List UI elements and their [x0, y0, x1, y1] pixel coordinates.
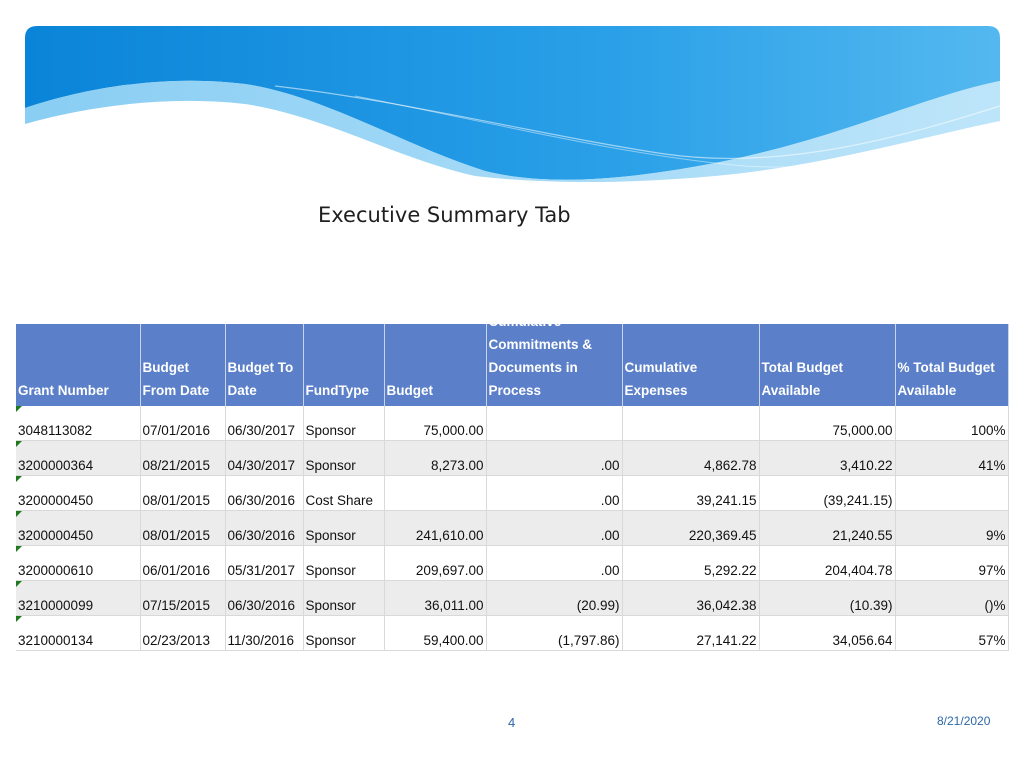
cell-fund-type: Sponsor [303, 511, 384, 546]
error-indicator-icon [16, 511, 22, 517]
cell-cumulative-expenses: 27,141.22 [622, 616, 759, 651]
cell-commitments: .00 [486, 546, 622, 581]
header-commitments-label: Cumulative Commitments & Documents in Process [488, 314, 593, 398]
cell-total-budget-available: 34,056.64 [759, 616, 895, 651]
cell-from-date: 08/01/2015 [140, 511, 225, 546]
cell-commitments: (1,797.86) [486, 616, 622, 651]
header-commitments [486, 314, 622, 406]
cell-grant-number [16, 476, 140, 511]
cell-total-budget-available: (39,241.15) [759, 476, 895, 511]
header-budget-from-date: Budget From Date [140, 324, 225, 406]
slide-title: Executive Summary Tab [318, 203, 571, 227]
cell-total-budget-available: (10.39) [759, 581, 895, 616]
cell-to-date: 06/30/2016 [225, 511, 303, 546]
cell-budget: 241,610.00 [384, 511, 486, 546]
cell-pct-available: 41% [895, 441, 1008, 476]
cell-fund-type: Sponsor [303, 616, 384, 651]
executive-summary-table-container [16, 314, 1008, 648]
cell-budget: 8,273.00 [384, 441, 486, 476]
cell-pct-available: 57% [895, 616, 1008, 651]
cell-grant-number-value: 3210000134 [18, 633, 94, 648]
cell-grant-number-value: 3200000450 [18, 493, 94, 508]
cell-grant-number-value: 3200000610 [18, 563, 94, 578]
header-wave-banner [25, 26, 1000, 186]
header-pct-total-budget-available: % Total Budget Available [895, 324, 1008, 406]
cell-grant-number-value: 3200000364 [18, 458, 94, 473]
cell-budget: 59,400.00 [384, 616, 486, 651]
cell-from-date: 06/01/2016 [140, 546, 225, 581]
cell-budget: 75,000.00 [384, 406, 486, 441]
cell-grant-number-value: 3210000099 [18, 598, 94, 613]
cell-commitments: .00 [486, 511, 622, 546]
cell-grant-number [16, 511, 140, 546]
error-indicator-icon [16, 476, 22, 482]
cell-grant-number [16, 616, 140, 651]
cell-fund-type: Sponsor [303, 406, 384, 441]
cell-grant-number [16, 581, 140, 616]
cell-fund-type: Sponsor [303, 546, 384, 581]
cell-commitments [486, 406, 622, 441]
cell-pct-available: 97% [895, 546, 1008, 581]
cell-commitments: .00 [486, 476, 622, 511]
error-indicator-icon [16, 406, 22, 412]
footer-date: 8/21/2020 [937, 714, 991, 728]
cell-budget: 209,697.00 [384, 546, 486, 581]
cell-cumulative-expenses: 220,369.45 [622, 511, 759, 546]
table-row [16, 546, 1008, 581]
cell-to-date: 04/30/2017 [225, 441, 303, 476]
cell-cumulative-expenses: 39,241.15 [622, 476, 759, 511]
header-fund-type: FundType [303, 324, 384, 406]
cell-pct-available [895, 476, 1008, 511]
cell-from-date: 07/01/2016 [140, 406, 225, 441]
cell-from-date: 08/21/2015 [140, 441, 225, 476]
table-row [16, 441, 1008, 476]
header-grant-number: Grant Number [16, 324, 140, 406]
header-budget: Budget [384, 324, 486, 406]
cell-budget [384, 476, 486, 511]
cell-grant-number [16, 546, 140, 581]
cell-total-budget-available: 204,404.78 [759, 546, 895, 581]
header-budget-to-date: Budget To Date [225, 324, 303, 406]
cell-total-budget-available: 75,000.00 [759, 406, 895, 441]
cell-total-budget-available: 21,240.55 [759, 511, 895, 546]
cell-to-date: 06/30/2017 [225, 406, 303, 441]
table-row [16, 406, 1008, 441]
cell-from-date: 08/01/2015 [140, 476, 225, 511]
table-row [16, 581, 1008, 616]
table-header-row [16, 324, 1008, 406]
cell-grant-number-value: 3048113082 [18, 423, 93, 438]
error-indicator-icon [16, 441, 22, 447]
cell-commitments: .00 [486, 441, 622, 476]
cell-to-date: 05/31/2017 [225, 546, 303, 581]
cell-grant-number [16, 406, 140, 441]
cell-cumulative-expenses: 5,292.22 [622, 546, 759, 581]
cell-to-date: 06/30/2016 [225, 581, 303, 616]
header-cumulative-expenses: Cumulative Expenses [622, 324, 759, 406]
executive-summary-table [16, 314, 1009, 651]
header-total-budget-available: Total Budget Available [759, 324, 895, 406]
error-indicator-icon [16, 616, 22, 622]
cell-pct-available: 9% [895, 511, 1008, 546]
cell-from-date: 07/15/2015 [140, 581, 225, 616]
cell-cumulative-expenses: 4,862.78 [622, 441, 759, 476]
cell-cumulative-expenses [622, 406, 759, 441]
cell-budget: 36,011.00 [384, 581, 486, 616]
cell-grant-number-value: 3200000450 [18, 528, 94, 543]
cell-commitments: (20.99) [486, 581, 622, 616]
cell-cumulative-expenses: 36,042.38 [622, 581, 759, 616]
cell-total-budget-available: 3,410.22 [759, 441, 895, 476]
page-number: 4 [508, 715, 516, 730]
cell-from-date: 02/23/2013 [140, 616, 225, 651]
cell-pct-available: 100% [895, 406, 1008, 441]
cell-fund-type: Cost Share [303, 476, 384, 511]
cell-to-date: 11/30/2016 [225, 616, 303, 651]
cell-fund-type: Sponsor [303, 581, 384, 616]
table-row [16, 476, 1008, 511]
cell-pct-available: ()% [895, 581, 1008, 616]
error-indicator-icon [16, 581, 22, 587]
cell-to-date: 06/30/2016 [225, 476, 303, 511]
table-row [16, 616, 1008, 651]
error-indicator-icon [16, 546, 22, 552]
table-row [16, 511, 1008, 546]
cell-grant-number [16, 441, 140, 476]
cell-fund-type: Sponsor [303, 441, 384, 476]
